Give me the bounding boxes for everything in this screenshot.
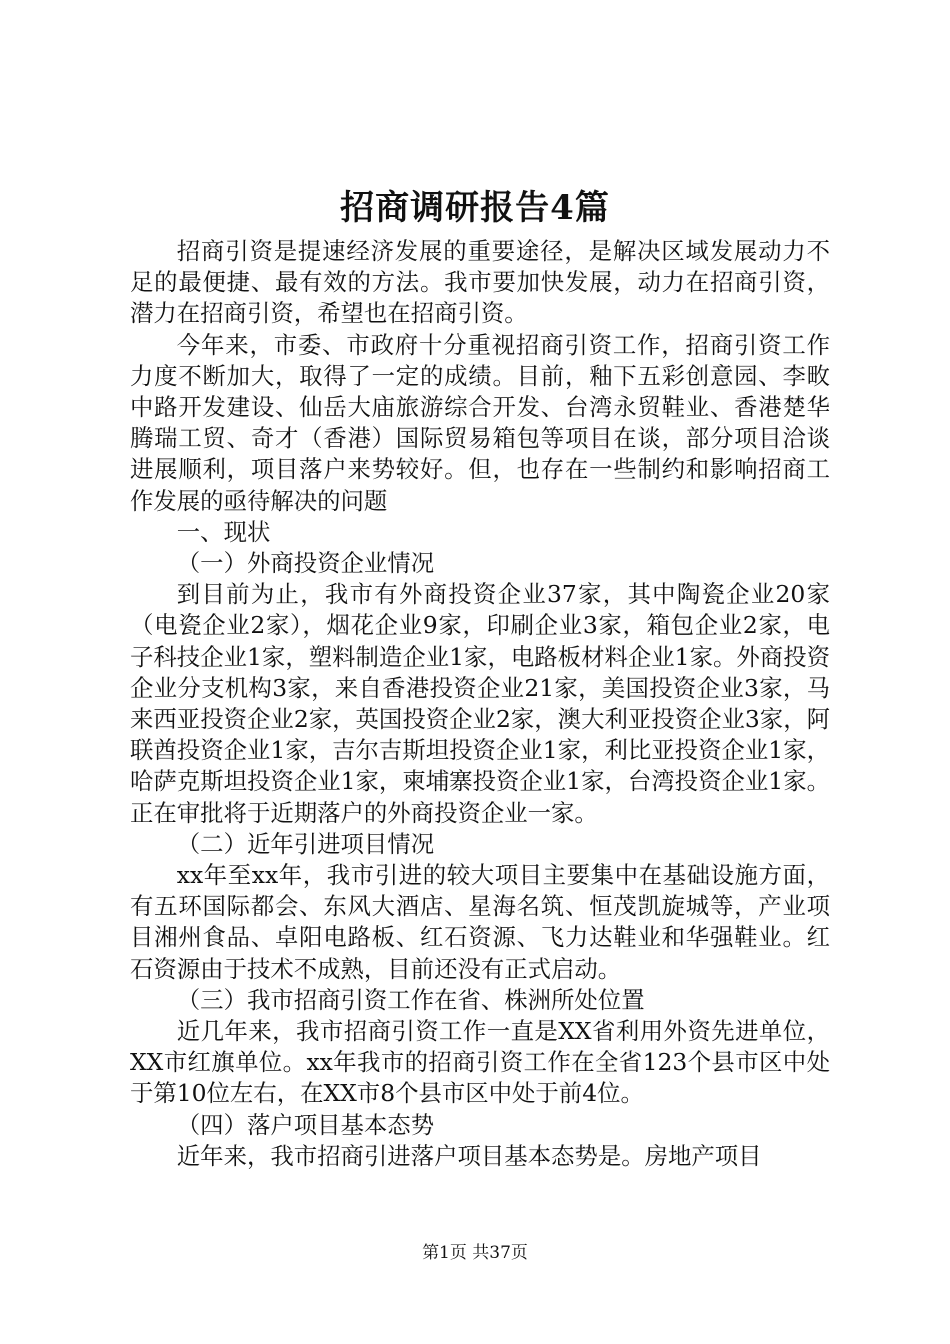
document-body [130,236,830,1172]
subsection-heading-project-trend: （四）落户项目基本态势 [176,1110,435,1139]
paragraph-project-trend: 近年来，我市招商引进落户项目基本态势是。房地产项目 [176,1141,762,1170]
subsection-heading-recent-projects: （二）近年引进项目情况 [176,829,435,858]
paragraph-intro: 招商引资是提速经济发展的重要途径，是解决区域发展动力不足的最便捷、最有效的方法。我市要加快发展，动力在招商引资，潜力在招商引资，希望也在招商引资。 [130,237,830,328]
paragraph-foreign-investment: 到目前为止，我市有外商投资企业37家，其中陶瓷企业20家（电瓷企业2家），烟花企业9家，印刷企业3家，箱包企业2家，电子科技企业1家，塑料制造企业1家，电路板材料企业1家。外商投资企业分支机构3家，来自香港投资企业21家，美国投资企业3家，马来西亚投资企业2家，英国投资企业2家，澳大利亚投资企业3家，阿联酋投资企业1家，吉尔吉斯坦投资企业1家，利比亚投资企业1家，哈萨克斯坦投资企业1家，柬埔寨投资企业1家，台湾投资企业1家。正在审批将于近期落户的外商投资企业一家。 [130,580,830,827]
page-number-footer: 第1页 共37页 [422,1243,528,1263]
paragraph-overview: 今年来，市委、市政府十分重视招商引资工作，招商引资工作力度不断加大，取得了一定的成绩。目前，釉下五彩创意园、李畋中路开发建设、仙岳大庙旅游综合开发、台湾永贸鞋业、香港楚华腾瑞工贸、奇才（香港）国际贸易箱包等项目在谈，部分项目洽谈进展顺利，项目落户来势较好。但，也存在一些制约和影响招商工作发展的亟待解决的问题 [130,330,830,515]
subsection-heading-foreign-investment: （一）外商投资企业情况 [176,549,435,578]
subsection-heading-position: （三）我市招商引资工作在省、株洲所处位置 [176,985,645,1014]
paragraph-position: 近几年来，我市招商引资工作一直是XX省利用外资先进单位，XX市红旗单位。xx年我市的招商引资工作在全省123个县市区中处于第10位左右，在XX市8个县市区中处于前4位。 [130,1017,830,1108]
paragraph-recent-projects: xx年至xx年，我市引进的较大项目主要集中在基础设施方面，有五环国际都会、东风大酒店、星海名筑、恒茂凯旋城等，产业项目湘州食品、卓阳电路板、红石资源、飞力达鞋业和华强鞋业。红石资源由于技术不成熟，目前还没有正式启动。 [130,861,830,983]
section-heading-status: 一、现状 [176,517,271,546]
document-title: 招商调研报告4篇 [340,188,610,228]
